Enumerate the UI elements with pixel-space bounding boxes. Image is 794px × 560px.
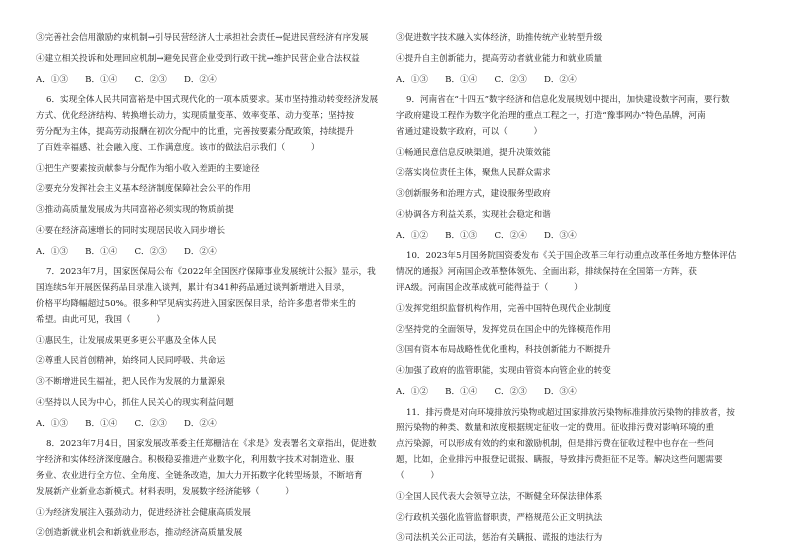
- option-line: ③推动高质量发展成为共同富裕必须实现的物质前提: [36, 205, 234, 216]
- question-stem-line: 6．实现全体人民共同富裕是中国式现代化的一项本质要求。某市坚持推动转变经济发展: [46, 95, 379, 106]
- question-stem-line: 国连续5年开展医保药品目录准入谈判，累计有341种药品通过谈判新增进入目录，: [36, 283, 351, 294]
- question-stem-line: （ ）: [396, 471, 439, 481]
- option-line: ③促进数字技术融入实体经济，助推传统产业转型升级: [396, 33, 603, 43]
- answer-choices: A．①③ B．①④ C．②③ D．②④: [396, 74, 577, 85]
- option-line: ④建立相关投诉和处理回应机制→避免民营企业受到行政干扰→维护民营企业合法权益: [36, 53, 360, 64]
- option-line: ③不断增进民生福祉，把人民作为发展的力量源泉: [36, 377, 226, 388]
- option-line: ②坚持党的全面领导，发挥党员在国企中的先锋模范作用: [396, 324, 611, 335]
- option-line: ④要在经济高速增长的同时实现居民收入同步增长: [36, 225, 226, 236]
- question-stem-line: 11．排污费是对向环境排放污染物或超过国家排放污染物标准排放污染物的排放者，按: [406, 407, 735, 418]
- left-column: [36, 32, 398, 548]
- option-line: ①畅通民意信息反映渠道，提升决策效能: [396, 147, 551, 158]
- option-line: ①为经济发展注入强劲动力，促进经济社会健康高质发展: [36, 507, 251, 518]
- option-line: ②尊重人民首创精神，始终同人民同呼吸、共命运: [36, 356, 226, 367]
- option-line: ③创新服务和治理方式，建设服务型政府: [396, 189, 551, 200]
- option-line: ④加强了政府的监管职能，实现由管资本向管企业的转变: [396, 366, 611, 377]
- question-stem-line: 10．2023年5月国务院国资委发布《关于国企改革三年行动重点改革任务地方整体评估: [406, 251, 737, 262]
- question-stem-line: 照污染物的种类、数量和浓度根据规定征收一定的费用。征收排污费对影响环境的重: [396, 423, 714, 434]
- question-stem-line: 字经济和实体经济深度融合。积极稳妥推进产业数字化，利用数字技术对制造业、服: [36, 455, 354, 466]
- question-stem-line: 希望。由此可见，我国（ ）: [36, 314, 165, 325]
- option-line: ①全国人民代表大会领导立法，不断健全环保法律体系: [396, 491, 603, 502]
- question-stem-line: 8．2023年7月4日，国家发展改革委主任郑栅洁在《求是》发表署名文章指出，促进数: [46, 439, 377, 450]
- answer-choices: A．①③ B．①④ C．②③ D．②④: [36, 418, 217, 429]
- option-line: ②落实岗位责任主体，聚焦人民群众需求: [396, 168, 551, 179]
- question-stem-line: 价格平均降幅超过50%。很多种罕见病实药进入国家医保目录，给许多患者带来生的: [36, 298, 356, 309]
- question-stem-line: 务业、农业进行全方位、全角度、全链条改造，加大力开拓数字化转型场景，不断培育: [36, 471, 363, 481]
- answer-choices: A．①③ B．①④ C．②③ D．②④: [36, 246, 217, 257]
- option-line: ④提升自主创新能力，提高劳动者就业能力和就业质量: [396, 53, 603, 64]
- option-line: ①惠民生，让发展成果更多更公平惠及全体人民: [36, 335, 217, 346]
- question-stem-line: 发展新产业新业态新模式。材料表明，发展数字经济能够（ ）: [36, 486, 294, 497]
- option-line: ④协调各方利益关系，实现社会稳定和谐: [396, 209, 551, 220]
- question-stem-line: 方式、优化经济结构、转换增长动力，实现质量变革、效率变革、动力变革；坚持按: [36, 111, 354, 122]
- option-line: ③国有资本布局战略性优化重构，科技创新能力不断提升: [396, 345, 611, 356]
- question-stem-line: 了百姓幸福感、社会融入度、工作满意度。该市的做法启示我们（ ）: [36, 142, 320, 153]
- question-stem-line: 省通过建设数字政府，可以（ ）: [396, 126, 543, 137]
- option-line: ①发挥党组织监督机构作用，完善中国特色现代企业制度: [396, 303, 611, 314]
- option-line: ②要充分发挥社会主义基本经济制度保障社会公平的作用: [36, 184, 251, 195]
- answer-choices: A．①② B．①④ C．②③ D．③④: [396, 386, 577, 397]
- question-stem-line: 情况的通报》河南国企改革整体领先、全面出彩，排续保持在全国第一方阵，获: [396, 267, 697, 278]
- option-line: ③司法机关公正司法，惩治有关瞒报、谎报的违法行为: [396, 533, 603, 544]
- option-line: ②行政机关强化监管监督职责，严格规范公正文明执法: [396, 512, 603, 523]
- question-stem-line: 题，比如，企业排污申报登记谎报、瞒报，导致排污费拒征不足等。解决这些问题需要: [396, 455, 723, 466]
- option-line: ②创造新就业机会和新就业形态，推动经济高质量发展: [36, 528, 243, 539]
- right-column: [396, 32, 758, 553]
- question-stem-line: 字政府建设工程作为数字化治理的重点工程之一，打造“豫事网办”特色品牌，河南: [396, 111, 706, 122]
- option-line: ③完善社会信用激励约束机制→引导民营经济人士承担社会责任→促进民营经济有序发展: [36, 33, 369, 43]
- question-stem-line: 劳分配为主体，提高劳动报酬在初次分配中的比重，完善按要素分配政策，持续提升: [36, 126, 354, 137]
- answer-choices: A．①③ B．①④ C．②③ D．②④: [36, 74, 217, 85]
- option-line: ①把生产要素按贡献参与分配作为缩小收入差距的主要途径: [36, 163, 260, 174]
- question-stem-line: 点污染源，可以形成有效的约束和激励机制，但是排污费在征收过程中也存在一些问: [396, 439, 714, 450]
- question-stem-line: 评A级。河南国企改革成就可能得益于（ ）: [396, 283, 583, 294]
- option-line: ④坚持以人民为中心，抓住人民关心的现实利益问题: [36, 397, 234, 408]
- answer-choices: A．①② B．①③ C．②④ D．③④: [396, 230, 577, 241]
- question-stem-line: 7．2023年7月，国家医保局公布《2022年全国医疗保障事业发展统计公报》显示，我: [46, 267, 376, 278]
- question-stem-line: 9．河南省在“十四五”数字经济和信息化发展规划中提出，加快建设数字河南，要行数: [406, 95, 730, 106]
